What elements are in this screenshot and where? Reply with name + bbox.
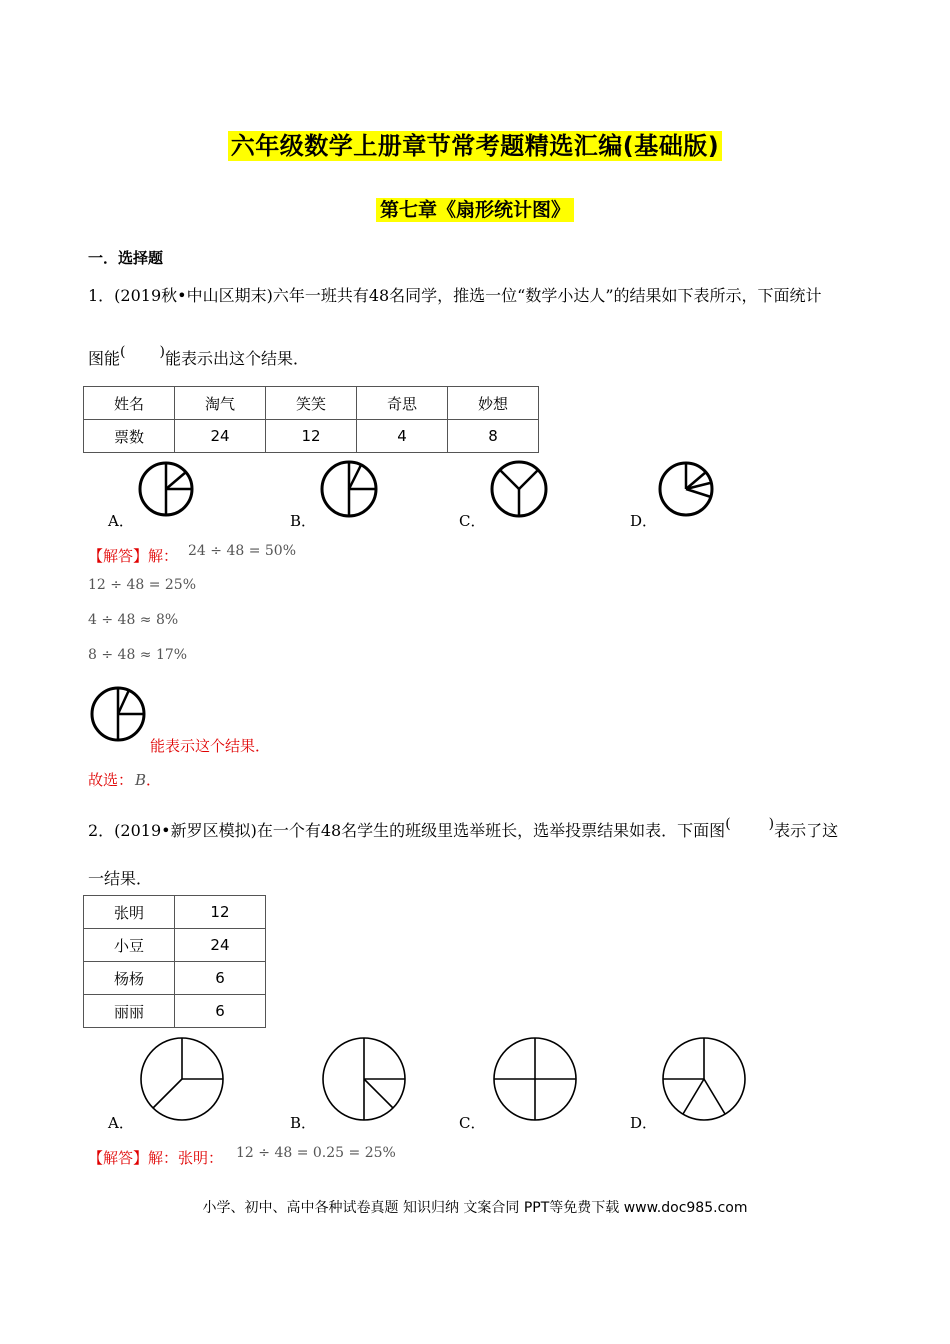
table-cell: 12 bbox=[174, 896, 265, 929]
table-row bbox=[84, 962, 266, 995]
table-row bbox=[84, 420, 539, 453]
q1-calc-3: 4 ÷ 48 ≈ 8% bbox=[88, 612, 179, 628]
table-cell: 票数 bbox=[84, 420, 175, 453]
table-cell: 妙想 bbox=[448, 387, 539, 420]
chapter-title: 第七章《扇形统计图》 bbox=[0, 195, 950, 222]
table-cell: 6 bbox=[174, 962, 265, 995]
q2-vote-table bbox=[83, 895, 266, 1028]
table-cell: 杨杨 bbox=[84, 962, 175, 995]
q2-option-b-label: B． bbox=[290, 1114, 317, 1132]
q2-option-c-label: C． bbox=[459, 1114, 486, 1132]
q1-option-c-label: C． bbox=[459, 512, 486, 530]
q1-answer-pie-chart bbox=[88, 684, 148, 744]
q2-option-d-label: D． bbox=[630, 1114, 658, 1132]
document-title: 六年级数学上册章节常考题精选汇编(基础版) bbox=[0, 126, 950, 161]
q2-option-a-label: A． bbox=[108, 1114, 134, 1132]
table-cell: 丽丽 bbox=[84, 995, 175, 1028]
table-cell: 6 bbox=[174, 995, 265, 1028]
table-cell: 淘气 bbox=[174, 387, 265, 420]
table-cell: 4 bbox=[357, 420, 448, 453]
q1-calc-2: 12 ÷ 48 = 25% bbox=[88, 577, 197, 593]
q2-option-a-pie-chart[interactable] bbox=[138, 1035, 226, 1123]
q1-option-c-pie-chart[interactable] bbox=[488, 458, 550, 520]
table-cell: 24 bbox=[174, 929, 265, 962]
q1-conclusion: 能表示这个结果． bbox=[150, 737, 271, 755]
q1-option-b-label: B． bbox=[290, 512, 317, 530]
q1-option-d-label: D． bbox=[630, 512, 658, 530]
q2-option-c-pie-chart[interactable] bbox=[491, 1035, 579, 1123]
table-cell: 8 bbox=[448, 420, 539, 453]
q1-text-line1: 1．(2019秋•中山区期末)六年一班共有48名同学，推选一位“数学小达人”的结果如下表所示，下面统计 bbox=[88, 286, 822, 305]
q1-option-a-pie-chart[interactable] bbox=[136, 459, 196, 519]
table-cell: 笑笑 bbox=[266, 387, 357, 420]
q2-calc: 12 ÷ 48 = 0.25 = 25% bbox=[236, 1145, 396, 1161]
table-cell: 张明 bbox=[84, 896, 175, 929]
q1-vote-table bbox=[83, 386, 539, 453]
section-heading: 一．选择题 bbox=[88, 249, 164, 267]
q1-calc-4: 8 ÷ 48 ≈ 17% bbox=[88, 647, 188, 663]
table-cell: 12 bbox=[266, 420, 357, 453]
table-row bbox=[84, 929, 266, 962]
table-cell: 小豆 bbox=[84, 929, 175, 962]
table-cell: 姓名 bbox=[84, 387, 175, 420]
table-cell: 24 bbox=[174, 420, 265, 453]
q1-text-line2: 图能( )能表示出这个结果． bbox=[88, 344, 309, 368]
q2-option-d-pie-chart[interactable] bbox=[660, 1035, 748, 1123]
q1-option-a-label: A． bbox=[108, 512, 134, 530]
q1-choose: 故选： B． bbox=[88, 771, 162, 789]
q1-option-d-pie-chart[interactable] bbox=[656, 459, 716, 519]
table-row bbox=[84, 995, 266, 1028]
table-row bbox=[84, 387, 539, 420]
q1-answer-label: 【解答】解： bbox=[88, 547, 179, 565]
q1-calc-1: 24 ÷ 48 = 50% bbox=[188, 543, 297, 559]
q2-option-b-pie-chart[interactable] bbox=[320, 1035, 408, 1123]
table-cell: 奇思 bbox=[357, 387, 448, 420]
footer-text: 小学、初中、高中各种试卷真题 知识归纳 文案合同 PPT等免费下载 www.doc985.com bbox=[202, 1200, 748, 1216]
q2-text-line1: 2．(2019•新罗区模拟)在一个有48名学生的班级里选举班长，选举投票结果如表．下面图( )表示了这 bbox=[88, 816, 839, 840]
q2-text-line2: 一结果． bbox=[88, 869, 153, 888]
table-row bbox=[84, 896, 266, 929]
q1-option-b-pie-chart[interactable] bbox=[318, 458, 380, 520]
q2-answer-label: 【解答】解：张明： bbox=[88, 1149, 224, 1167]
